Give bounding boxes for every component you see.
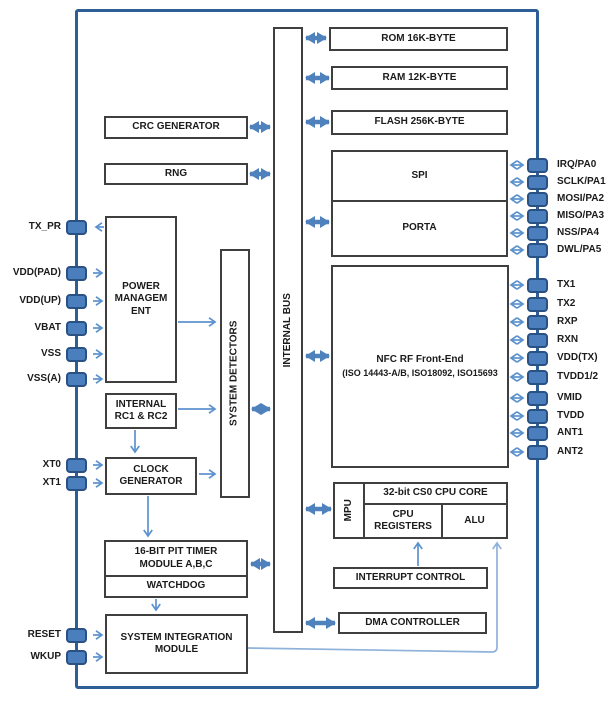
pin-vdd-up xyxy=(66,294,87,309)
interrupt-control-label: INTERRUPT CONTROL xyxy=(355,571,466,583)
block-spi-porta xyxy=(331,150,508,257)
pin-xt1 xyxy=(66,476,87,491)
porta-label: PORTA xyxy=(402,222,437,234)
pin-label-vss: VSS xyxy=(40,348,61,359)
block-alu xyxy=(441,503,508,539)
pin-tvdd xyxy=(527,409,548,424)
pin-label-tx2: TX2 xyxy=(557,298,576,309)
block-clock-generator xyxy=(105,457,197,495)
pin-xt0 xyxy=(66,458,87,473)
pin-label-tx-pr: TX_PR xyxy=(28,221,61,232)
pin-label-miso-pa3: MISO/PA3 xyxy=(557,210,605,221)
dma-controller-label: DMA CONTROLLER xyxy=(365,616,460,628)
pin-rxp xyxy=(527,315,548,330)
system-integration-label: SYSTEM INTEGRATION MODULE xyxy=(120,631,233,655)
block-internal-bus xyxy=(273,27,303,633)
pin-nss-pa4 xyxy=(527,226,548,241)
cpu-registers-label: CPU REGISTERS xyxy=(374,508,432,532)
block-internal-rc xyxy=(105,393,177,429)
pin-tvdd12 xyxy=(527,370,548,385)
internal-bus-label: INTERNAL BUS xyxy=(281,292,293,368)
pin-label-xt0: XT0 xyxy=(42,459,61,470)
spi-label: SPI xyxy=(411,169,428,181)
block-dma-controller xyxy=(338,612,487,634)
pin-wkup xyxy=(66,650,87,665)
alu-label: ALU xyxy=(464,514,485,526)
block-interrupt-control xyxy=(333,567,488,589)
pin-vss-a xyxy=(66,372,87,387)
pin-ant1 xyxy=(527,426,548,441)
crc-generator-label: CRC GENERATOR xyxy=(132,121,220,133)
pin-irq-pa0 xyxy=(527,158,548,173)
block-cpu-core xyxy=(363,482,508,505)
pin-tx1 xyxy=(527,278,548,293)
pin-label-tvdd: TVDD xyxy=(557,410,585,421)
pin-label-tx1: TX1 xyxy=(557,279,576,290)
block-system-detectors xyxy=(220,249,250,498)
pin-label-mosi-pa2: MOSI/PA2 xyxy=(557,193,605,204)
rom-label: ROM 16K-BYTE xyxy=(381,32,456,44)
pit-timer-label: 16-BIT PIT TIMER MODULE A,B,C xyxy=(134,546,218,570)
pin-tx2 xyxy=(527,297,548,312)
pin-label-nss-pa4: NSS/PA4 xyxy=(557,227,600,238)
pin-rxn xyxy=(527,333,548,348)
pin-label-rxn: RXN xyxy=(557,334,579,345)
pin-vdd-tx xyxy=(527,351,548,366)
pin-label-ant2: ANT2 xyxy=(557,446,584,457)
block-porta xyxy=(333,200,506,255)
block-mpu xyxy=(333,482,365,539)
pin-label-sclk-pa1: SCLK/PA1 xyxy=(557,176,606,187)
pin-label-ant1: ANT1 xyxy=(557,427,584,438)
pin-label-vss-a: VSS(A) xyxy=(27,373,61,384)
block-nfc-rf-front-end xyxy=(331,265,509,468)
pin-miso-pa3 xyxy=(527,209,548,224)
flash-label: FLASH 256K-BYTE xyxy=(374,116,465,128)
block-cpu-registers xyxy=(363,503,443,539)
pin-label-vdd-pad: VDD(PAD) xyxy=(12,267,61,278)
ram-label: RAM 12K-BYTE xyxy=(382,71,457,83)
block-rng xyxy=(104,163,248,185)
nfc-labels xyxy=(342,354,498,380)
pin-label-xt1: XT1 xyxy=(42,477,61,488)
nfc-subtitle: (ISO 14443-A/B, ISO18092, ISO15693 xyxy=(342,368,498,379)
pin-reset xyxy=(66,628,87,643)
pin-label-vbat: VBAT xyxy=(34,322,61,333)
power-management-label: POWER MANAGEM ENT xyxy=(114,280,168,317)
pin-label-wkup: WKUP xyxy=(30,651,61,662)
block-pit-watchdog xyxy=(104,540,248,598)
internal-rc-label: INTERNAL RC1 & RC2 xyxy=(114,398,168,422)
pin-label-dwl-pa5: DWL/PA5 xyxy=(557,244,602,255)
cpu-core-label: 32-bit CS0 CPU CORE xyxy=(383,487,488,499)
pin-label-vdd-tx: VDD(TX) xyxy=(557,352,598,363)
pin-ant2 xyxy=(527,445,548,460)
rng-label: RNG xyxy=(164,167,188,179)
block-ram xyxy=(331,66,508,90)
pin-tx-pr xyxy=(66,220,87,235)
pin-mosi-pa2 xyxy=(527,192,548,207)
system-detectors-label: SYSTEM DETECTORS xyxy=(228,320,240,427)
pin-sclk-pa1 xyxy=(527,175,548,190)
block-system-integration xyxy=(105,614,248,674)
pin-vmid xyxy=(527,391,548,406)
nfc-title: NFC RF Front-End xyxy=(376,353,464,365)
block-spi xyxy=(333,152,506,200)
block-rom xyxy=(329,27,508,51)
watchdog-label: WATCHDOG xyxy=(146,580,206,592)
mpu-label: MPU xyxy=(342,499,354,522)
pin-vbat xyxy=(66,321,87,336)
pin-label-irq-pa0: IRQ/PA0 xyxy=(557,159,597,170)
pin-label-vmid: VMID xyxy=(557,392,582,403)
block-pit-timer xyxy=(106,542,246,575)
block-watchdog xyxy=(106,575,246,596)
pin-label-reset: RESET xyxy=(27,629,61,640)
pin-label-vdd-up: VDD(UP) xyxy=(19,295,61,306)
pin-vss xyxy=(66,347,87,362)
block-power-management xyxy=(105,216,177,383)
pin-label-rxp: RXP xyxy=(557,316,578,327)
pin-vdd-pad xyxy=(66,266,87,281)
pin-dwl-pa5 xyxy=(527,243,548,258)
block-flash xyxy=(331,110,508,135)
block-crc-generator xyxy=(104,116,248,139)
clock-generator-label: CLOCK GENERATOR xyxy=(119,463,183,487)
pin-label-tvdd12: TVDD1/2 xyxy=(557,371,599,382)
